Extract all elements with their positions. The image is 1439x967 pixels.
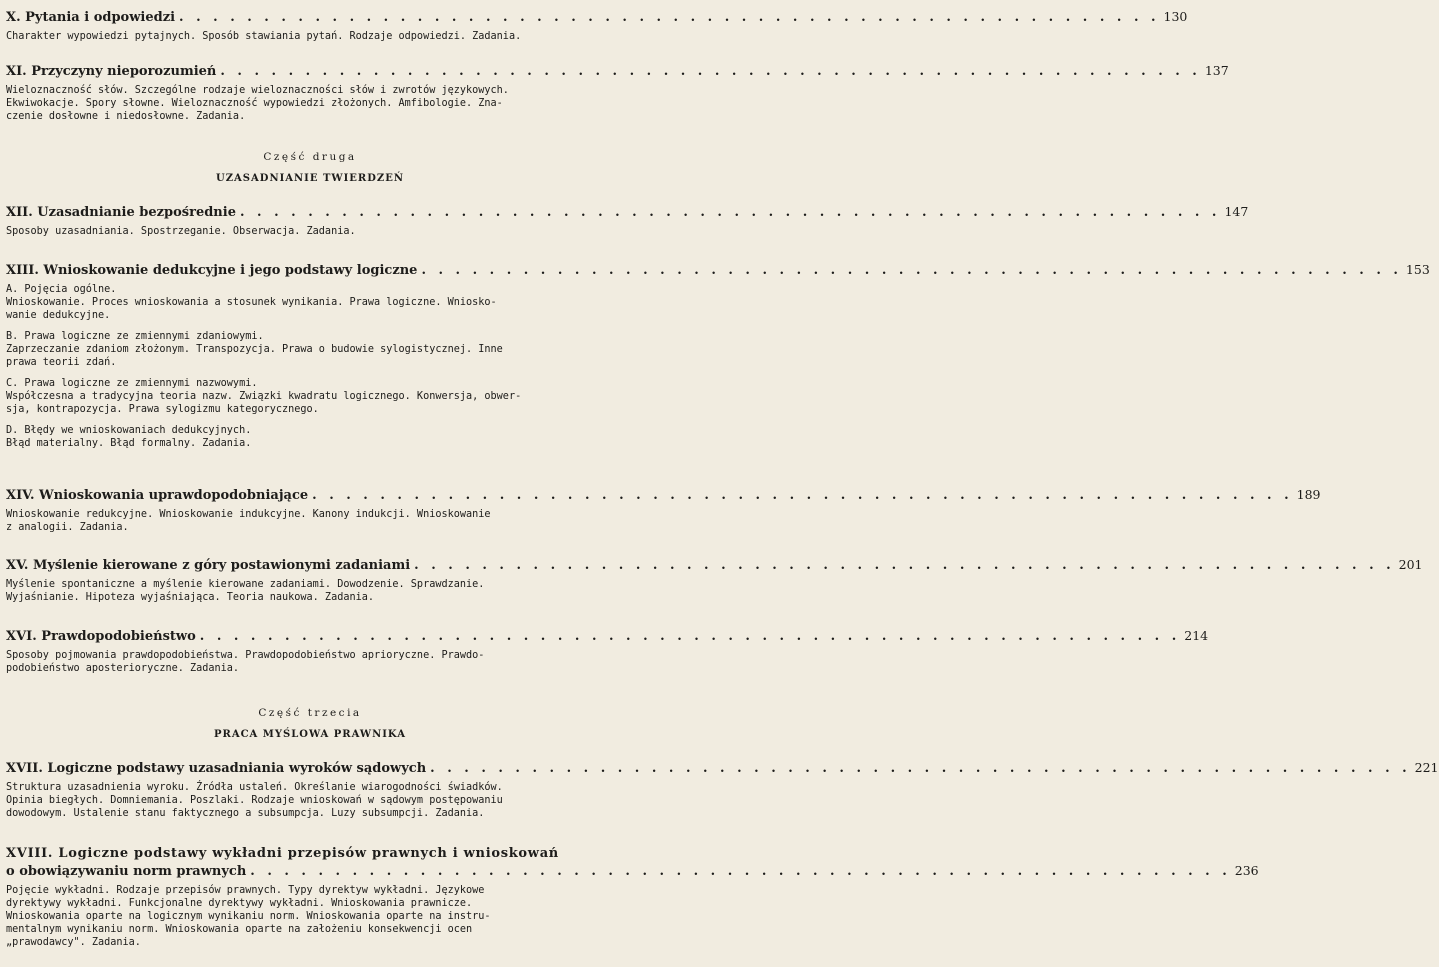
chapter-description: Wnioskowanie redukcyjne. Wnioskowanie indukcyjne. Kanony indukcji. Wnioskowanie z analogii. Zadania. <box>6 509 491 533</box>
page-number: 236 <box>1234 863 1259 878</box>
chapter-description: Struktura uzasadnienia wyroku. Źródła ustaleń. Określanie wiarogodności świadków. Opinia biegłych. Domniemania. Poszlaki. Rodzaje wnioskowań w sądowym postępowaniu dowodowym. Ustalenie stanu faktycznego a subsumpcja. Luzy subsumpcji. Zadania. <box>6 782 503 819</box>
dot-leader: . . . . . . . . . . . . . . . . . . . . . . . . . . . . . . . . . . . . . . . . . . . . . . . . . . . . . . . . . . <box>179 10 1160 25</box>
chapter-title: XII. Uzasadnianie bezpośrednie <box>6 205 236 220</box>
part-label: Część druga <box>263 151 357 163</box>
dot-leader: . . . . . . . . . . . . . . . . . . . . . . . . . . . . . . . . . . . . . . . . . . . . . . . . . . . . . . . . . . <box>250 864 1231 879</box>
toc-entry-xvii <box>6 759 1439 820</box>
chapter-heading <box>6 845 1259 880</box>
dot-leader: . . . . . . . . . . . . . . . . . . . . . . . . . . . . . . . . . . . . . . . . . . . . . . . . . . . . . . . . . . <box>312 488 1293 503</box>
dot-leader: . . . . . . . . . . . . . . . . . . . . . . . . . . . . . . . . . . . . . . . . . . . . . . . . . . . . . . . . . . <box>199 629 1181 644</box>
part-three-header <box>0 707 620 719</box>
chapter-title: XVII. Logiczne podstawy uzasadniania wyroków sądowych <box>6 761 427 776</box>
page-number: 153 <box>1405 262 1430 277</box>
page-number: 214 <box>1184 628 1209 643</box>
part-two-title <box>0 173 620 184</box>
page-number: 147 <box>1224 204 1249 219</box>
chapter-title: XIII. Wnioskowanie dedukcyjne i jego podstawy logiczne <box>6 263 418 278</box>
chapter-title: XI. Przyczyny nieporozumień <box>6 64 217 79</box>
toc-entry-xii <box>6 203 1249 238</box>
toc-entry-xv <box>6 556 1423 604</box>
toc-entry-xviii <box>6 845 1259 949</box>
chapter-heading <box>6 759 1439 777</box>
toc-entry-xi <box>6 62 1229 123</box>
chapter-heading <box>6 486 1321 504</box>
chapter-heading <box>6 556 1423 574</box>
dot-leader: . . . . . . . . . . . . . . . . . . . . . . . . . . . . . . . . . . . . . . . . . . . . . . . . . . . . . . . . . . <box>414 558 1395 573</box>
chapter-title-line-1: XVIII. Logiczne podstawy wykładni przepisów prawnych i wnioskowań <box>6 846 559 861</box>
dot-leader: . . . . . . . . . . . . . . . . . . . . . . . . . . . . . . . . . . . . . . . . . . . . . . . . . . . . . . . . . . <box>239 205 1221 220</box>
chapter-heading <box>6 62 1229 80</box>
part-label: Część trzecia <box>258 707 362 719</box>
subsection-c: C. Prawa logiczne ze zmiennymi nazwowymi. Współczesna a tradycyjna teoria nazw. Związki kwadratu logicznego. Konwersja, obwer- sja, kontrapozycja. Prawa sylogizmu kategorycznego. <box>6 378 522 415</box>
chapter-description: Sposoby pojmowania prawdopodobieństwa. Prawdopodobieństwo aprioryczne. Prawdo- podobieństwo aposterioryczne. Zadania. <box>6 650 485 674</box>
chapter-title: X. Pytania i odpowiedzi <box>6 10 176 25</box>
chapter-description: Wieloznaczność słów. Szczególne rodzaje wieloznaczności słów i zwrotów językowych. Ekwiwokacje. Spory słowne. Wieloznaczność wypowiedzi złożonych. Amfibologie. Zna- czenie dosłowne i niedosłowne. Zadania. <box>6 85 509 122</box>
chapter-description: Myślenie spontaniczne a myślenie kierowane zadaniami. Dowodzenie. Sprawdzanie. Wyjaśnianie. Hipoteza wyjaśniająca. Teoria naukowa. Zadania. <box>6 579 485 603</box>
toc-entry-x <box>6 8 1188 43</box>
chapter-description: Charakter wypowiedzi pytajnych. Sposób stawiania pytań. Rodzaje odpowiedzi. Zadania. <box>6 31 522 42</box>
toc-entry-xvi <box>6 627 1209 675</box>
chapter-title: XV. Myślenie kierowane z góry postawionymi zadaniami <box>6 558 411 573</box>
subsection-b: B. Prawa logiczne ze zmiennymi zdaniowymi. Zaprzeczanie zdaniom złożonym. Transpozycja. Prawa o budowie sylogistycznej. Inne prawa teorii zdań. <box>6 331 503 368</box>
part-two-header <box>0 151 620 163</box>
chapter-heading <box>6 8 1188 26</box>
page-number: 137 <box>1204 63 1229 78</box>
part-title: UZASADNIANIE TWIERDZEŃ <box>216 173 404 184</box>
subsection-d: D. Błędy we wnioskowaniach dedukcyjnych. Błąd materialny. Błąd formalny. Zadania. <box>6 425 252 449</box>
chapter-description: Sposoby uzasadniania. Spostrzeganie. Obserwacja. Zadania. <box>6 226 356 237</box>
subsection-a: A. Pojęcia ogólne. Wnioskowanie. Proces wnioskowania a stosunek wynikania. Prawa logiczne. Wniosko- wanie dedukcyjne. <box>6 284 497 321</box>
part-title: PRACA MYŚLOWA PRAWNIKA <box>214 729 406 740</box>
chapter-heading <box>6 627 1209 645</box>
toc-entry-xiv <box>6 486 1321 534</box>
page-number: 201 <box>1398 557 1423 572</box>
chapter-title-line-2: o obowiązywaniu norm prawnych <box>6 864 247 879</box>
page-number: 130 <box>1163 9 1188 24</box>
chapter-description: Pojęcie wykładni. Rodzaje przepisów prawnych. Typy dyrektyw wykładni. Językowe dyrektywy wykładni. Funkcjonalne dyrektywy wykładni. Wnioskowania prawnicze. Wnioskowania oparte na logicznym wynikaniu norm. Wnioskowania oparte na instru- mentalnym wynikaniu norm. Wnioskowania oparte na założeniu konsekwencji ocen „prawodawcy". Zadania. <box>6 885 491 948</box>
part-three-title <box>0 729 620 740</box>
page-number: 221 <box>1414 760 1439 775</box>
dot-leader: . . . . . . . . . . . . . . . . . . . . . . . . . . . . . . . . . . . . . . . . . . . . . . . . . . . . . . . . . . <box>421 263 1402 278</box>
toc-entry-xiii <box>6 261 1430 450</box>
dot-leader: . . . . . . . . . . . . . . . . . . . . . . . . . . . . . . . . . . . . . . . . . . . . . . . . . . . . . . . . . . <box>220 64 1201 79</box>
chapter-heading <box>6 203 1249 221</box>
chapter-title: XIV. Wnioskowania uprawdopodobniające <box>6 488 309 503</box>
chapter-heading <box>6 261 1430 279</box>
chapter-title: XVI. Prawdopodobieństwo <box>6 629 196 644</box>
dot-leader: . . . . . . . . . . . . . . . . . . . . . . . . . . . . . . . . . . . . . . . . . . . . . . . . . . . . . . . . . . <box>430 761 1411 776</box>
page-number: 189 <box>1296 487 1321 502</box>
